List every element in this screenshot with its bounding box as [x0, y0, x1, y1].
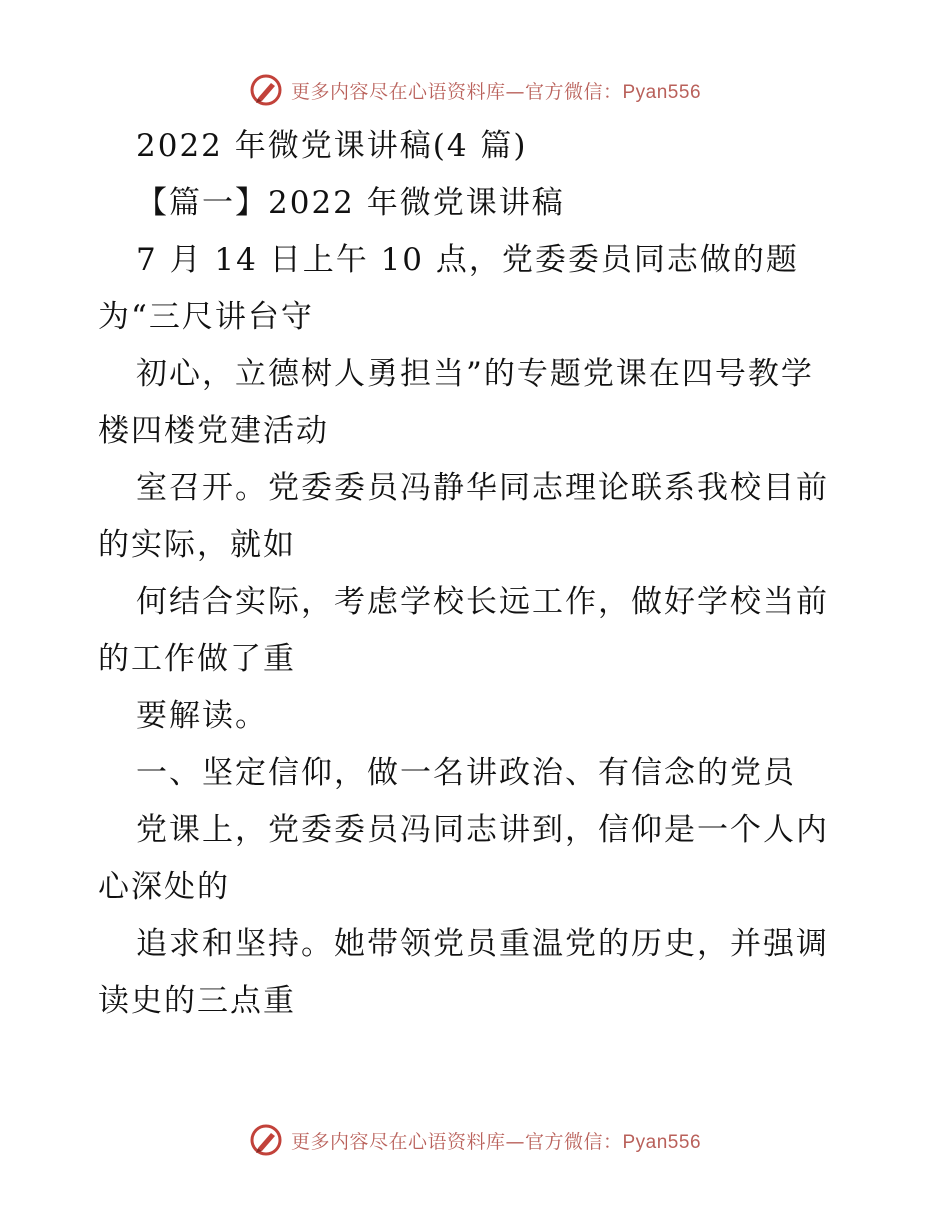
paragraph-line: 读史的三点重 [98, 983, 296, 1019]
paragraph-line: 心深处的 [98, 869, 230, 905]
paragraph-line: 初心，立德树人勇担当”的专题党课在四号教学 [136, 356, 814, 392]
paragraph-line: 楼四楼党建活动 [98, 413, 329, 449]
paragraph-line: 7 月 14 日上午 10 点，党委委员同志做的题 [136, 242, 799, 278]
paragraph-line: 何结合实际，考虑学校长远工作，做好学校当前 [136, 584, 829, 620]
footer-banner-label: 更多内容尽在心语资料库—官方微信： [290, 1130, 623, 1153]
section-heading: 【篇一】2022 年微党课讲稿 [136, 185, 565, 221]
header-banner [0, 70, 950, 110]
pen-logo-icon [249, 73, 283, 107]
footer-banner-text [291, 1127, 701, 1154]
pen-logo-icon [249, 1123, 283, 1157]
paragraph-line: 为“三尺讲台守 [98, 299, 314, 335]
paragraph-line: 要解读。 [136, 698, 268, 734]
paragraph-line: 追求和坚持。她带领党员重温党的历史，并强调 [136, 926, 829, 962]
header-banner-label: 更多内容尽在心语资料库—官方微信： [290, 80, 623, 103]
paragraph-line: 党课上，党委委员冯同志讲到，信仰是一个人内 [136, 812, 829, 848]
paragraph-line: 的工作做了重 [98, 641, 296, 677]
subsection-heading: 一、坚定信仰，做一名讲政治、有信念的党员 [136, 755, 796, 791]
footer-wechat-id: Pyan556 [622, 1131, 702, 1153]
header-banner-text [291, 77, 701, 104]
header-wechat-id: Pyan556 [622, 81, 702, 103]
paragraph-line: 的实际，就如 [98, 527, 296, 563]
paragraph-line: 室召开。党委委员冯静华同志理论联系我校目前 [136, 470, 829, 506]
footer-banner [0, 1120, 950, 1160]
document-body [98, 118, 858, 1030]
document-title: 2022 年微党课讲稿(4 篇) [136, 128, 528, 164]
